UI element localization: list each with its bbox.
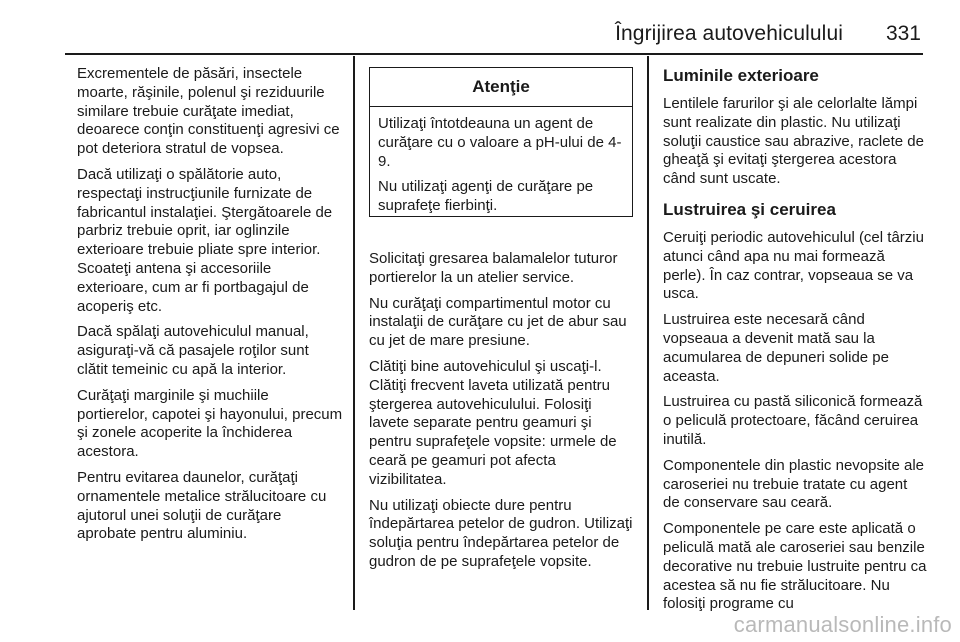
column-2 [369, 250, 635, 579]
paragraph: Componentele din plastic nevopsite ale caroseriei nu trebuie tratate cu agent de conservare sau ceară. [663, 456, 924, 512]
column-3 [663, 65, 927, 621]
notice-paragraph: Nu utilizaţi agenţi de curăţare pe suprafeţe fierbinţi. [378, 178, 594, 215]
column-divider-2 [647, 56, 649, 610]
header-title: Îngrijirea autovehiculului [615, 22, 843, 45]
notice-title: Atenţie [370, 68, 632, 107]
notice-paragraph: Utilizaţi întotdeauna un agent de curăţare cu o valoare a pH-ului de 4-9. [378, 115, 622, 170]
paragraph: Nu curăţaţi compartimentul motor cu instalaţii de curăţare cu jet de abur sau cu jet de mare presiune. [369, 294, 627, 350]
column-1 [77, 65, 343, 551]
paragraph: Ceruiţi periodic autovehiculul (cel târziu atunci când apa nu mai formează perle). În caz contrar, vopseaua se va usca. [663, 228, 924, 303]
paragraph: Solicitaţi gresarea balamalelor tuturor portierelor la un atelier service. [369, 250, 618, 286]
notice-box [369, 67, 633, 217]
page-number: 331 [885, 22, 921, 45]
section-heading-exterior-lights: Luminile exterioare [663, 66, 819, 85]
paragraph: Nu utilizaţi obiecte dure pentru îndepărtarea petelor de gudron. Utilizaţi soluţia pentru îndepărtarea petelor de gudron de pe suprafeţele vopsite. [369, 496, 633, 570]
section-heading-polishing: Lustruirea şi ceruirea [663, 199, 836, 219]
paragraph: Componentele pe care este aplicată o peliculă mată ale caroseriei sau benzile decorative nu trebuie lustruite pentru ca acestea să nu fie strălucitoare. Nu folosiţi programe cu [663, 520, 927, 613]
paragraph: Lentilele farurilor şi ale celorlalte lămpi sunt realizate din plastic. Nu utilizaţi soluţii caustice sau abrazive, raclete de gheaţă şi evitaţi ştergerea acestora când sunt uscate. [663, 95, 924, 188]
paragraph: Lustruirea este necesară când vopseaua a devenit mată sau la acumularea de depuneri solide pe aceasta. [663, 311, 889, 385]
paragraph: Dacă utilizaţi o spălătorie auto, respectaţi instrucţiunile furnizate de fabricantul instalaţiei. Ştergătoarele de parbriz trebuie oprit, iar oglinzile exterioare trebuie pliate spre interior. Scoateţi antena şi accesoriile exterioare, cum ar fi portbagajul de acoperiş etc. [77, 165, 333, 315]
paragraph: Dacă spălaţi autovehiculul manual, asiguraţi-vă că pasajele roţilor sunt clătit temeinic cu apă la interior. [77, 323, 309, 378]
paragraph: Pentru evitarea daunelor, curăţaţi ornamentele metalice strălucitoare cu ajutorul unei soluţii de curăţare aprobate pentru aluminiu. [77, 468, 327, 543]
paragraph: Curăţaţi marginile şi muchiile portierelor, capotei şi hayonului, precum şi zonele acoperite la închiderea acestora. [77, 386, 343, 461]
paragraph: Excrementele de păsări, insectele moarte, răşinile, polenul şi reziduurile similare trebuie curăţate imediat, deoarece conţin constituenţi agresivi ce pot deteriora stratul de vopsea. [77, 65, 340, 158]
watermark: carmanualsonline.info [733, 612, 952, 637]
column-divider-1 [353, 56, 355, 610]
page-header [65, 0, 923, 56]
header-rule [65, 53, 923, 55]
paragraph: Clătiţi bine autovehiculul şi uscaţi-l. Clătiţi frecvent laveta utilizată pentru ştergerea autovehiculului. Folosiţi lavete separate pentru geamuri şi pentru suprafeţele vopsite: urmele de ceară pe geamuri pot afecta vizibilitatea. [369, 357, 617, 488]
notice-body [370, 107, 632, 216]
paragraph: Lustruirea cu pastă siliconică formează o peliculă protectoare, făcând ceruirea inutilă. [663, 393, 923, 448]
